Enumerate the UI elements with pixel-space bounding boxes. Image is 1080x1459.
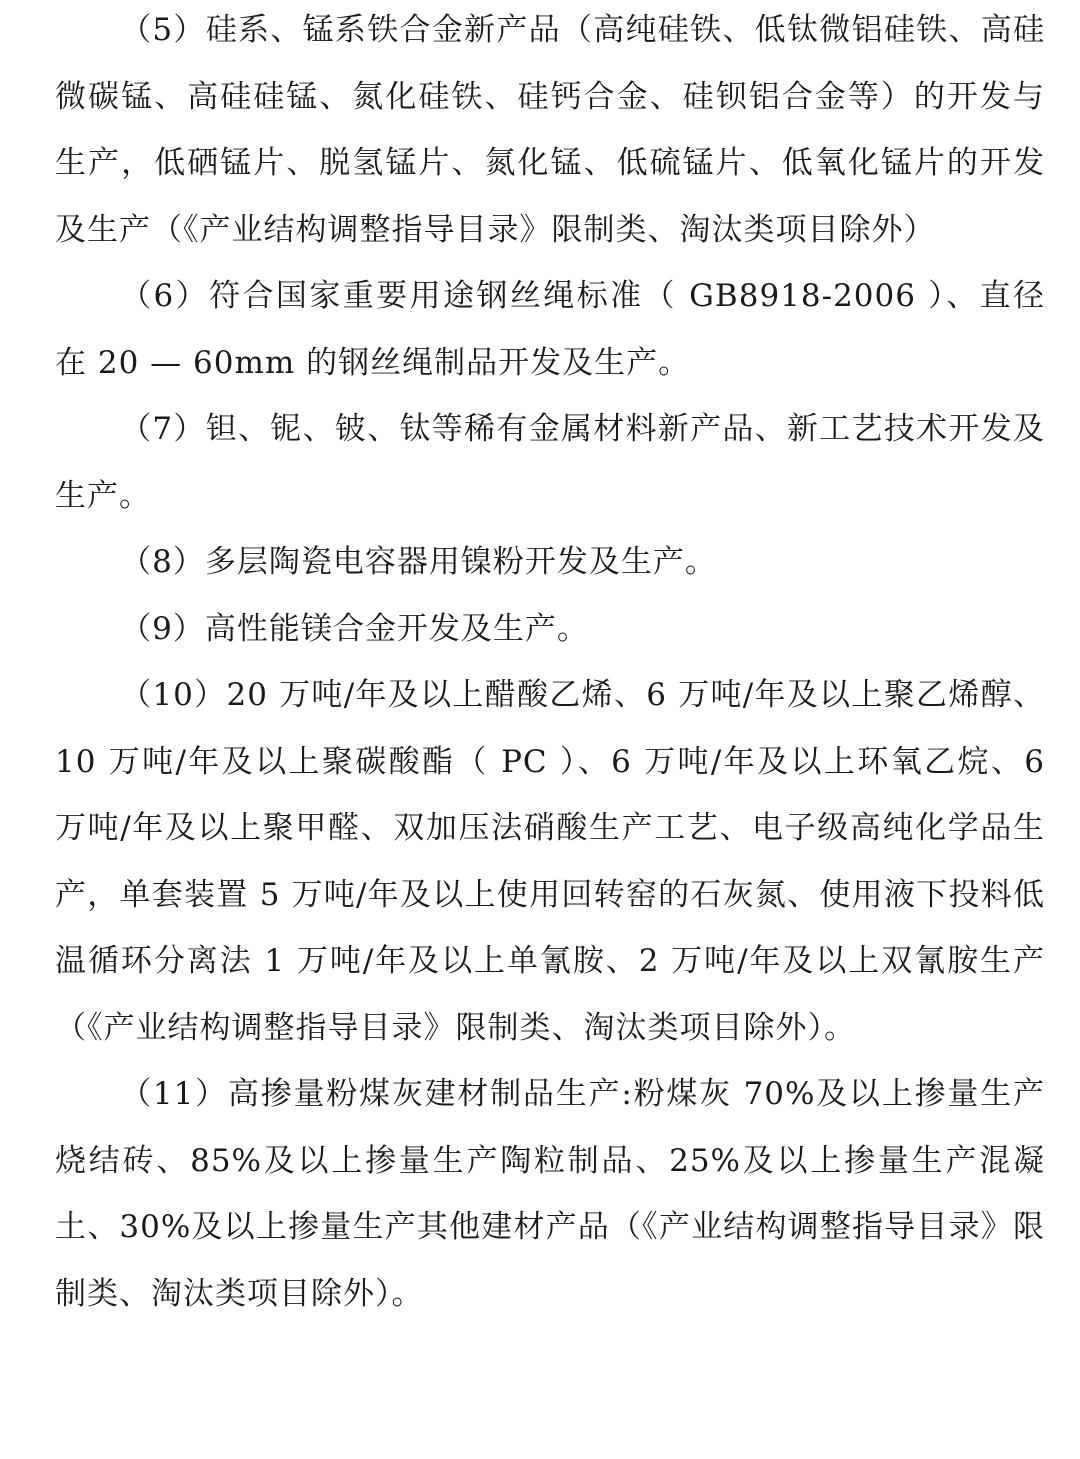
paragraph-item-9: （9）高性能镁合金开发及生产。: [120, 610, 589, 647]
paragraph-item-5: （5）硅系、锰系铁合金新产品（高纯硅铁、低钛微铝硅铁、高硅微碳锰、高硅硅锰、氮化硅铁、硅钙合金、硅钡铝合金等）的开发与生产，低硒锰片、脱氢锰片、氮化锰、低硫锰片、低氧化锰片的开发及生产（《产业结构调整指导目录》限制类、淘汰类项目除外）: [55, 12, 1045, 248]
paragraph-item-6: （6）符合国家重要用途钢丝绳标准（ GB8918-2006 ）、直径在 20 — 60mm 的钢丝绳制品开发及生产。: [55, 278, 1045, 381]
paragraph-item-11: （11）高掺量粉煤灰建材制品生产:粉煤灰 70%及以上掺量生产烧结砖、85%及以上掺量生产陶粒制品、25%及以上掺量生产混凝土、30%及以上掺量生产其他建材产品（《产业结构调整指导目录》限制类、淘汰类项目除外）。: [55, 1076, 1045, 1312]
paragraph-item-10: （10）20 万吨/年及以上醋酸乙烯、6 万吨/年及以上聚乙烯醇、10 万吨/年及以上聚碳酸酯（ PC ）、6 万吨/年及以上环氧乙烷、6 万吨/年及以上聚甲醛、双加压法硝酸生产工艺、电子级高纯化学品生产，单套装置 5 万吨/年及以上使用回转窑的石灰氮、使用液下投料低温循环分离法 1 万吨/年及以上单氰胺、2 万吨/年及以上双氰胺生产（《产业结构调整指导目录》限制类、淘汰类项目除外）。: [55, 677, 1045, 1046]
paragraph-item-8: （8）多层陶瓷电容器用镍粉开发及生产。: [120, 544, 717, 580]
document-body: [55, 0, 1045, 1327]
paragraph-item-7: （7）钽、铌、铍、钛等稀有金属材料新产品、新工艺技术开发及生产。: [55, 411, 1045, 514]
